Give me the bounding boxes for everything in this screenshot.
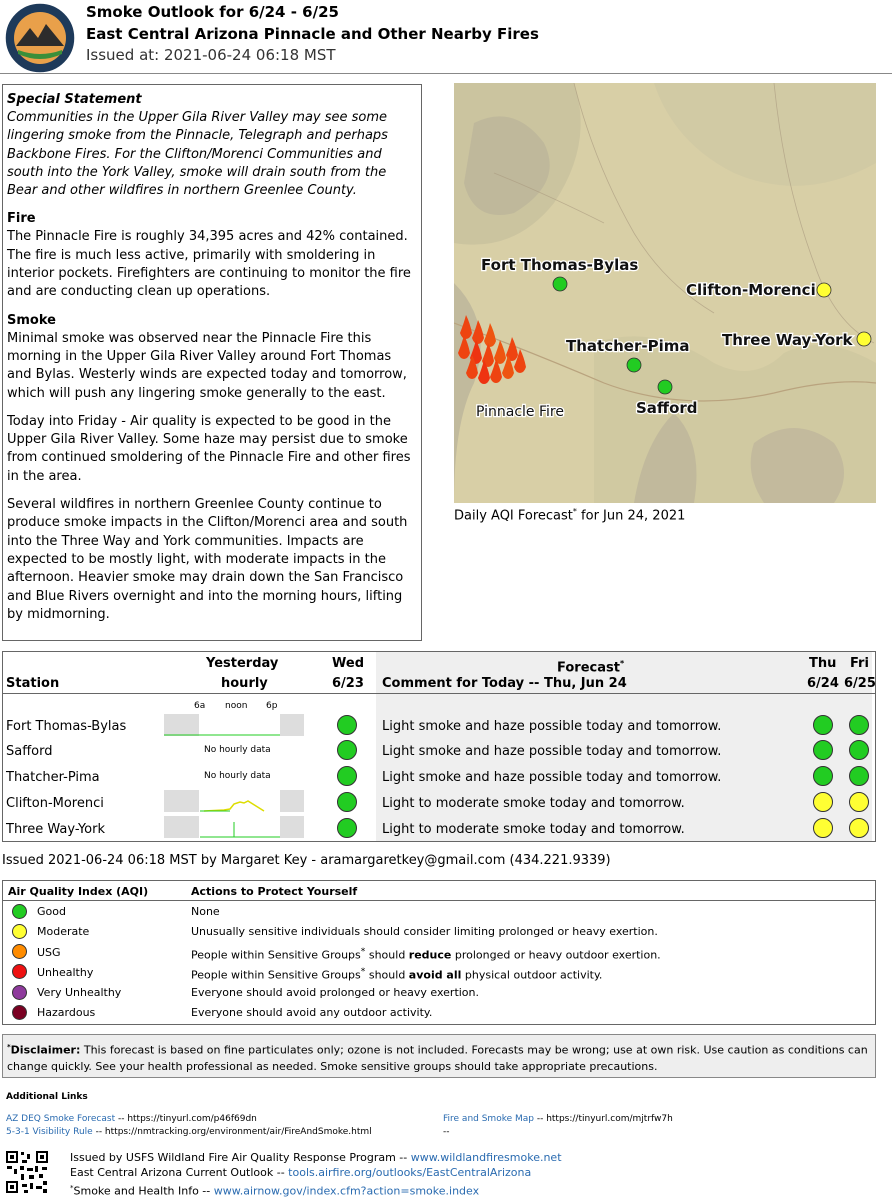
aqi-dot-thu — [813, 766, 833, 786]
aqi-dot-wed — [337, 715, 357, 735]
map-label-safford: Safford — [636, 399, 698, 417]
station-dot-three-way — [857, 332, 871, 346]
special-statement-text: Communities in the Upper Gila River Valley may see some lingering smoke from the Pinnacle, Telegraph and perhaps Backbone Fires. For the Clifton/Morenci Communities and south into the York Valley, smoke will drain south from the Bear and other wildfires in northern Greenlee County. — [7, 110, 388, 199]
smoke-heading: Smoke — [7, 312, 56, 328]
issued-by-line: Issued 2021-06-24 06:18 MST by Margaret Key - aramargaretkey@gmail.com (434.221.9339) — [2, 853, 611, 868]
aqi-dot-fri — [849, 715, 869, 735]
no-hourly-data: No hourly data — [204, 745, 271, 755]
smoke-paragraph: Today into Friday - Air quality is expected to be good in the Upper Gila River Valley. Some haze may persist due to smoke from continued smoldering of the Pinnacle Fire and other fires in the area. — [7, 413, 411, 484]
map-label-thatcher: Thatcher-Pima — [566, 337, 690, 355]
smoke-paragraph: Several wildfires in northern Greenlee County continue to produce smoke impacts in the Clifton/Morenci area and south into the Three Way and York communities. Impacts are expected to be mostly light, with moderate impacts in the afternoon. Heavier smoke may drain down the San Francisco and Blue Rivers overnight and into the morning hours, lifting by midmorning. — [7, 497, 408, 622]
footer-link-program[interactable]: www.wildlandfiresmoke.net — [410, 1151, 562, 1164]
footnote-marker: * — [7, 1043, 11, 1051]
col-header-forecast — [557, 656, 624, 676]
fire-heading: Fire — [7, 211, 36, 227]
hour-label-6a: 6a — [194, 701, 206, 711]
station-dot-fort-thomas — [553, 277, 567, 291]
aqi-very-unhealthy-dot — [12, 985, 27, 1000]
additional-links-heading: Additional Links — [6, 1092, 88, 1102]
aqi-dot-fri — [849, 792, 869, 812]
col-header-thu-date: 6/24 — [807, 676, 839, 691]
station-name: Clifton-Morenci — [6, 796, 104, 811]
col-header-hourly: hourly — [221, 676, 268, 691]
map-label-clifton: Clifton-Morenci — [686, 281, 816, 299]
aqi-header-divider — [3, 900, 875, 901]
aqi-level-name: Very Unhealthy — [37, 986, 122, 999]
hourly-sparkline — [164, 790, 306, 812]
map-label-three-way: Three Way-York — [722, 331, 853, 349]
col-header-wed: Wed — [332, 656, 364, 671]
hour-label-noon: noon — [225, 701, 248, 711]
aqi-action: None — [191, 905, 220, 918]
station-dot-clifton — [817, 283, 831, 297]
hour-label-6p: 6p — [266, 701, 278, 711]
link-placeholder: -- — [443, 1127, 450, 1137]
aqi-level-name: Unhealthy — [37, 966, 94, 979]
link-text[interactable]: AZ DEQ Smoke Forecast — [6, 1114, 116, 1124]
forecast-comment: Light smoke and haze possible today and tomorrow. — [382, 719, 722, 734]
link-az-deq[interactable] — [6, 1113, 257, 1125]
action-text: should — [365, 948, 409, 962]
aqi-dot-fri — [849, 740, 869, 760]
disclaimer-label: Disclaimer: — [10, 1043, 81, 1057]
aqi-action: Everyone should avoid any outdoor activity. — [191, 1006, 433, 1019]
action-text: prolonged or heavy outdoor exertion. — [451, 948, 661, 962]
col-header-fri: Fri — [850, 656, 869, 671]
aqi-dot-thu — [813, 792, 833, 812]
map-label-fort-thomas: Fort Thomas-Bylas — [481, 256, 639, 274]
station-dot-thatcher — [627, 358, 641, 372]
aqi-dot-wed — [337, 792, 357, 812]
station-name: Safford — [6, 744, 53, 759]
action-text: physical outdoor activity. — [461, 968, 603, 982]
station-name: Fort Thomas-Bylas — [6, 719, 127, 734]
col-header-thu: Thu — [809, 656, 837, 671]
disclaimer-text: This forecast is based on fine particulates only; ozone is not included. Forecasts may be wrong; use at own risk. Use caution as conditions can change quickly. See your health professional as needed. Smoke sensitive groups should take appropriate precautions. — [7, 1043, 868, 1073]
action-text: People within Sensitive Groups — [191, 968, 361, 982]
link-url: -- https://tinyurl.com/mjtrfw7h — [533, 1114, 673, 1124]
aqi-action — [191, 946, 661, 962]
link-url: -- https://nmtracking.org/environment/air/FireAndSmoke.html — [92, 1127, 372, 1137]
col-header-wed-date: 6/23 — [332, 676, 364, 691]
aqi-level-name: USG — [37, 946, 61, 959]
col-header-fri-date: 6/25 — [844, 676, 876, 691]
forecast-label: Forecast — [557, 660, 620, 676]
link-visibility-rule[interactable] — [6, 1126, 372, 1138]
aqi-forecast-map — [454, 83, 876, 503]
special-statement-heading: Special Statement — [7, 92, 142, 107]
header-divider — [0, 73, 892, 74]
aqi-action: Unusually sensitive individuals should consider limiting prolonged or heavy exertion. — [191, 925, 658, 938]
map-label-pinnacle: Pinnacle Fire — [476, 404, 564, 420]
col-header-comment: Comment for Today -- Thu, Jun 24 — [382, 676, 627, 691]
footer-health-line — [70, 1181, 479, 1199]
footer-outlook-line — [70, 1166, 531, 1180]
aqi-dot-fri — [849, 818, 869, 838]
link-text[interactable]: 5-3-1 Visibility Rule — [6, 1127, 93, 1137]
aqi-moderate-dot — [12, 924, 27, 939]
forecast-comment: Light to moderate smoke today and tomorrow. — [382, 822, 685, 837]
aqi-unhealthy-dot — [12, 964, 27, 979]
aqi-dot-wed — [337, 818, 357, 838]
action-emphasis: avoid all — [408, 968, 462, 982]
smoke-paragraph: Minimal smoke was observed near the Pinnacle Fire this morning in the Upper Gila River Valley around Fort Thomas and Bylas. Westerly winds are expected today and tomorrow, which will push any lingering smoke generally to the east. — [7, 330, 407, 401]
statement-box — [2, 84, 422, 641]
map-caption-date: for Jun 24, 2021 — [576, 508, 686, 524]
aqi-good-dot — [12, 904, 27, 919]
aqi-header-actions: Actions to Protect Yourself — [191, 885, 358, 898]
disclaimer-box — [2, 1034, 876, 1078]
action-text: should — [365, 968, 409, 982]
aqi-dot-wed — [337, 766, 357, 786]
action-emphasis: reduce — [408, 948, 452, 962]
table-header-divider — [3, 693, 875, 694]
page-title: Smoke Outlook for 6/24 - 6/25 — [86, 3, 339, 21]
program-logo — [4, 2, 76, 74]
footer-link-airnow[interactable]: www.airnow.gov/index.cfm?action=smoke.index — [213, 1184, 480, 1198]
footer-text: Smoke and Health Info -- — [73, 1184, 214, 1198]
aqi-dot-thu — [813, 715, 833, 735]
footnote-marker: * — [70, 1184, 74, 1192]
map-caption — [454, 504, 685, 524]
no-hourly-data: No hourly data — [204, 771, 271, 781]
aqi-dot-thu — [813, 740, 833, 760]
aqi-level-name: Hazardous — [37, 1006, 96, 1019]
col-header-station: Station — [6, 676, 60, 691]
aqi-usg-dot — [12, 944, 27, 959]
fire-text: The Pinnacle Fire is roughly 34,395 acres and 42% contained. The fire is much less active, primarily with smoldering in interior pockets. Firefighters are continuing to monitor the fire and are conducting clean up operations. — [7, 229, 411, 300]
forecast-comment: Light smoke and haze possible today and tomorrow. — [382, 744, 722, 759]
aqi-hazardous-dot — [12, 1005, 27, 1020]
forecast-comment: Light smoke and haze possible today and tomorrow. — [382, 770, 722, 785]
footer-text: East Central Arizona Current Outlook -- — [70, 1166, 289, 1179]
hourly-sparkline — [164, 714, 306, 736]
aqi-action — [191, 966, 602, 982]
station-name: Three Way-York — [6, 822, 106, 837]
page-subtitle: East Central Arizona Pinnacle and Other Nearby Fires — [86, 25, 539, 43]
station-name: Thatcher-Pima — [6, 770, 100, 785]
station-dot-safford — [658, 380, 672, 394]
footnote-marker: * — [360, 966, 366, 977]
aqi-level-name: Moderate — [37, 925, 90, 938]
aqi-dot-wed — [337, 740, 357, 760]
link-url: -- https://tinyurl.com/p46f69dn — [115, 1114, 257, 1124]
map-caption-text: Daily AQI Forecast — [454, 508, 573, 524]
hourly-sparkline — [164, 816, 306, 838]
aqi-header-index: Air Quality Index (AQI) — [8, 885, 149, 898]
aqi-action: Everyone should avoid prolonged or heavy exertion. — [191, 986, 480, 999]
link-fire-smoke-map[interactable] — [443, 1113, 673, 1125]
issued-timestamp: Issued at: 2021-06-24 06:18 MST — [86, 46, 336, 64]
footnote-marker: * — [619, 659, 625, 668]
footer-text: Issued by USFS Wildland Fire Air Quality Response Program -- — [70, 1151, 411, 1164]
aqi-dot-fri — [849, 766, 869, 786]
col-header-yesterday: Yesterday — [206, 656, 279, 671]
footer-program-line — [70, 1151, 562, 1165]
link-text[interactable]: Fire and Smoke Map — [443, 1114, 534, 1124]
action-text: People within Sensitive Groups — [191, 948, 361, 962]
footnote-marker: * — [360, 946, 366, 957]
aqi-dot-thu — [813, 818, 833, 838]
forecast-comment: Light to moderate smoke today and tomorrow. — [382, 796, 685, 811]
qr-code-icon — [5, 1150, 49, 1194]
footnote-marker: * — [572, 507, 577, 516]
footer-link-outlook[interactable]: tools.airfire.org/outlooks/EastCentralArizona — [288, 1166, 532, 1179]
aqi-level-name: Good — [37, 905, 66, 918]
